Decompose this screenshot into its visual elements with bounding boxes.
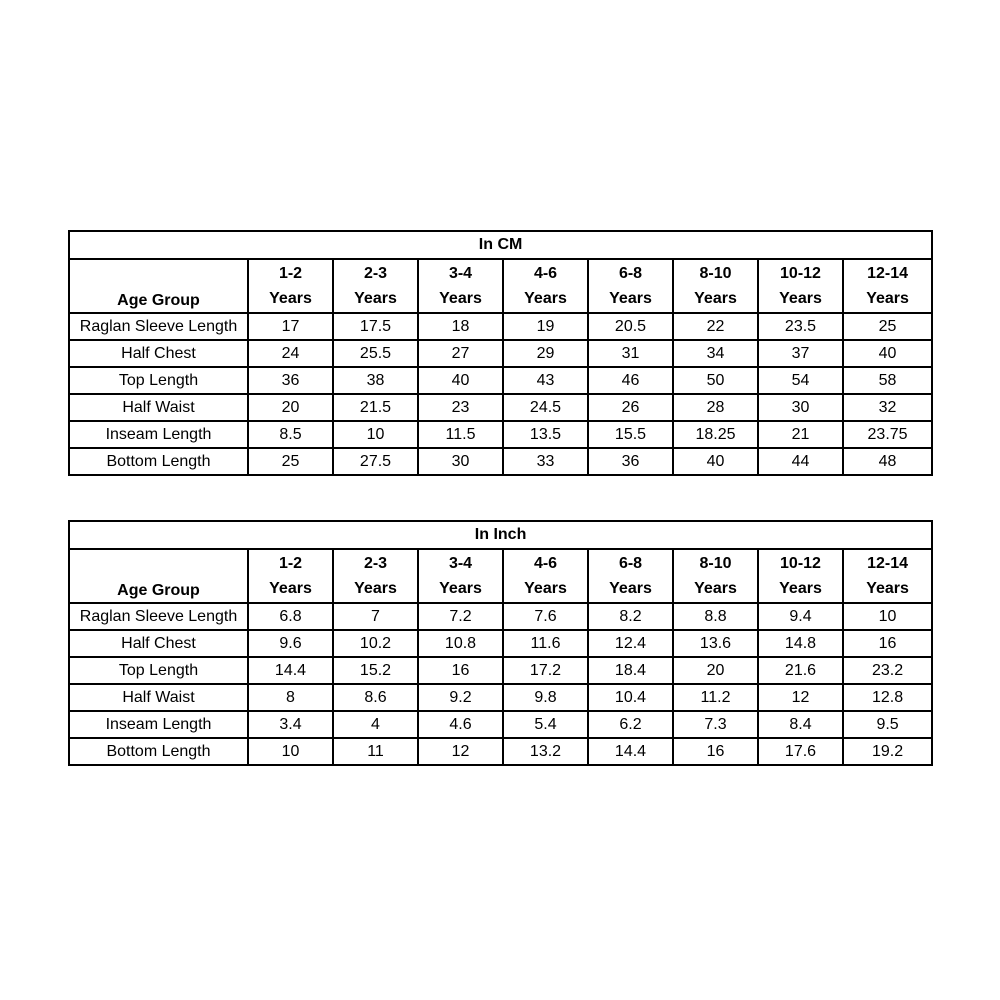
measurement-value: 20 xyxy=(673,657,758,684)
measurement-value: 10.2 xyxy=(333,630,418,657)
measurement-value: 10 xyxy=(333,421,418,448)
measurement-value: 50 xyxy=(673,367,758,394)
measurement-value: 8.2 xyxy=(588,603,673,630)
measurement-value: 37 xyxy=(758,340,843,367)
age-range: 12-14 xyxy=(867,265,909,282)
measurement-value: 18.25 xyxy=(673,421,758,448)
measurement-value: 17.2 xyxy=(503,657,588,684)
age-unit: Years xyxy=(779,580,822,597)
age-unit: Years xyxy=(866,290,909,307)
measurement-value: 8.4 xyxy=(758,711,843,738)
table-title-row xyxy=(69,231,932,259)
measurement-value: 9.6 xyxy=(248,630,333,657)
measurement-value: 21.6 xyxy=(758,657,843,684)
measurement-label: Half Chest xyxy=(69,630,248,657)
size-chart-cm-table xyxy=(68,230,933,476)
measurement-label: Inseam Length xyxy=(69,421,248,448)
age-column-header xyxy=(503,549,588,603)
age-column-header xyxy=(758,259,843,313)
table-header-row xyxy=(69,549,932,603)
measurement-value: 14.4 xyxy=(248,657,333,684)
measurement-value: 10.8 xyxy=(418,630,503,657)
table-title: In CM xyxy=(69,231,932,259)
age-range: 2-3 xyxy=(363,555,388,572)
age-column-header xyxy=(333,549,418,603)
measurement-label: Half Waist xyxy=(69,684,248,711)
measurement-value: 15.5 xyxy=(588,421,673,448)
measurement-value: 30 xyxy=(418,448,503,475)
table-row xyxy=(69,448,932,475)
table-row xyxy=(69,630,932,657)
measurement-value: 36 xyxy=(588,448,673,475)
age-unit: Years xyxy=(354,290,397,307)
measurement-value: 44 xyxy=(758,448,843,475)
measurement-value: 27.5 xyxy=(333,448,418,475)
measurement-value: 22 xyxy=(673,313,758,340)
measurement-value: 18 xyxy=(418,313,503,340)
measurement-value: 23.75 xyxy=(843,421,932,448)
measurement-value: 18.4 xyxy=(588,657,673,684)
measurement-value: 25.5 xyxy=(333,340,418,367)
measurement-value: 23 xyxy=(418,394,503,421)
age-unit: Years xyxy=(609,580,652,597)
measurement-value: 46 xyxy=(588,367,673,394)
age-range: 6-8 xyxy=(618,555,643,572)
measurement-value: 24 xyxy=(248,340,333,367)
table-row xyxy=(69,711,932,738)
age-unit: Years xyxy=(354,580,397,597)
measurement-value: 10 xyxy=(843,603,932,630)
age-group-header: Age Group xyxy=(69,259,248,313)
measurement-value: 7.6 xyxy=(503,603,588,630)
measurement-value: 12 xyxy=(758,684,843,711)
measurement-value: 7 xyxy=(333,603,418,630)
measurement-label: Inseam Length xyxy=(69,711,248,738)
measurement-value: 16 xyxy=(673,738,758,765)
age-column-header xyxy=(588,259,673,313)
measurement-value: 32 xyxy=(843,394,932,421)
measurement-label: Half Waist xyxy=(69,394,248,421)
measurement-value: 21 xyxy=(758,421,843,448)
measurement-value: 17.5 xyxy=(333,313,418,340)
table-row xyxy=(69,394,932,421)
age-unit: Years xyxy=(269,290,312,307)
measurement-value: 20.5 xyxy=(588,313,673,340)
table-body xyxy=(69,313,932,475)
measurement-value: 21.5 xyxy=(333,394,418,421)
table-title: In Inch xyxy=(69,521,932,549)
age-column-header xyxy=(503,259,588,313)
age-unit: Years xyxy=(866,580,909,597)
measurement-value: 12 xyxy=(418,738,503,765)
measurement-value: 54 xyxy=(758,367,843,394)
age-unit: Years xyxy=(439,290,482,307)
measurement-value: 17 xyxy=(248,313,333,340)
age-column-header xyxy=(333,259,418,313)
measurement-value: 8.6 xyxy=(333,684,418,711)
age-unit: Years xyxy=(269,580,312,597)
measurement-value: 5.4 xyxy=(503,711,588,738)
age-group-header: Age Group xyxy=(69,549,248,603)
measurement-value: 7.3 xyxy=(673,711,758,738)
measurement-value: 12.4 xyxy=(588,630,673,657)
measurement-label: Half Chest xyxy=(69,340,248,367)
measurement-value: 10.4 xyxy=(588,684,673,711)
table-row xyxy=(69,603,932,630)
measurement-value: 38 xyxy=(333,367,418,394)
measurement-value: 7.2 xyxy=(418,603,503,630)
table-body xyxy=(69,603,932,765)
measurement-value: 43 xyxy=(503,367,588,394)
measurement-label: Bottom Length xyxy=(69,448,248,475)
age-range: 3-4 xyxy=(448,555,473,572)
measurement-value: 24.5 xyxy=(503,394,588,421)
measurement-value: 11.6 xyxy=(503,630,588,657)
age-unit: Years xyxy=(524,290,567,307)
age-range: 10-12 xyxy=(780,265,821,282)
age-range: 10-12 xyxy=(780,555,821,572)
measurement-value: 20 xyxy=(248,394,333,421)
measurement-value: 11 xyxy=(333,738,418,765)
age-unit: Years xyxy=(609,290,652,307)
measurement-value: 13.2 xyxy=(503,738,588,765)
measurement-value: 48 xyxy=(843,448,932,475)
table-row xyxy=(69,657,932,684)
measurement-value: 11.5 xyxy=(418,421,503,448)
age-range: 4-6 xyxy=(533,265,558,282)
age-range: 8-10 xyxy=(699,265,732,282)
table-title-row xyxy=(69,521,932,549)
age-column-header xyxy=(588,549,673,603)
measurement-value: 58 xyxy=(843,367,932,394)
measurement-value: 19.2 xyxy=(843,738,932,765)
measurement-value: 9.2 xyxy=(418,684,503,711)
measurement-value: 40 xyxy=(673,448,758,475)
age-range: 8-10 xyxy=(699,555,732,572)
measurement-value: 6.2 xyxy=(588,711,673,738)
table-row xyxy=(69,684,932,711)
measurement-value: 4.6 xyxy=(418,711,503,738)
measurement-value: 28 xyxy=(673,394,758,421)
age-column-header xyxy=(843,259,932,313)
measurement-label: Raglan Sleeve Length xyxy=(69,603,248,630)
age-column-header xyxy=(248,549,333,603)
measurement-value: 13.6 xyxy=(673,630,758,657)
measurement-value: 8 xyxy=(248,684,333,711)
measurement-value: 15.2 xyxy=(333,657,418,684)
age-range: 1-2 xyxy=(278,265,303,282)
measurement-value: 23.2 xyxy=(843,657,932,684)
table-row xyxy=(69,367,932,394)
age-column-header xyxy=(418,549,503,603)
age-unit: Years xyxy=(779,290,822,307)
age-column-header xyxy=(248,259,333,313)
measurement-value: 40 xyxy=(843,340,932,367)
age-column-header xyxy=(758,549,843,603)
measurement-value: 3.4 xyxy=(248,711,333,738)
age-range: 4-6 xyxy=(533,555,558,572)
measurement-value: 16 xyxy=(418,657,503,684)
measurement-value: 40 xyxy=(418,367,503,394)
measurement-value: 26 xyxy=(588,394,673,421)
age-column-header xyxy=(673,549,758,603)
measurement-value: 13.5 xyxy=(503,421,588,448)
table-row xyxy=(69,738,932,765)
measurement-value: 31 xyxy=(588,340,673,367)
measurement-value: 25 xyxy=(843,313,932,340)
measurement-value: 8.5 xyxy=(248,421,333,448)
measurement-label: Raglan Sleeve Length xyxy=(69,313,248,340)
measurement-value: 36 xyxy=(248,367,333,394)
measurement-value: 10 xyxy=(248,738,333,765)
measurement-value: 16 xyxy=(843,630,932,657)
table-header-row xyxy=(69,259,932,313)
measurement-label: Bottom Length xyxy=(69,738,248,765)
size-chart-inch-table xyxy=(68,520,933,766)
measurement-value: 33 xyxy=(503,448,588,475)
age-range: 2-3 xyxy=(363,265,388,282)
age-column-header xyxy=(673,259,758,313)
age-unit: Years xyxy=(694,290,737,307)
table-row xyxy=(69,313,932,340)
measurement-value: 17.6 xyxy=(758,738,843,765)
measurement-value: 9.5 xyxy=(843,711,932,738)
measurement-value: 27 xyxy=(418,340,503,367)
measurement-label: Top Length xyxy=(69,367,248,394)
age-unit: Years xyxy=(694,580,737,597)
measurement-value: 6.8 xyxy=(248,603,333,630)
measurement-value: 30 xyxy=(758,394,843,421)
age-unit: Years xyxy=(439,580,482,597)
measurement-value: 29 xyxy=(503,340,588,367)
measurement-value: 9.4 xyxy=(758,603,843,630)
measurement-value: 12.8 xyxy=(843,684,932,711)
measurement-label: Top Length xyxy=(69,657,248,684)
age-column-header xyxy=(843,549,932,603)
age-range: 12-14 xyxy=(867,555,909,572)
age-column-header xyxy=(418,259,503,313)
age-range: 3-4 xyxy=(448,265,473,282)
age-range: 6-8 xyxy=(618,265,643,282)
measurement-value: 14.4 xyxy=(588,738,673,765)
age-range: 1-2 xyxy=(278,555,303,572)
measurement-value: 25 xyxy=(248,448,333,475)
age-unit: Years xyxy=(524,580,567,597)
measurement-value: 19 xyxy=(503,313,588,340)
measurement-value: 8.8 xyxy=(673,603,758,630)
measurement-value: 23.5 xyxy=(758,313,843,340)
measurement-value: 4 xyxy=(333,711,418,738)
table-row xyxy=(69,421,932,448)
measurement-value: 14.8 xyxy=(758,630,843,657)
measurement-value: 11.2 xyxy=(673,684,758,711)
measurement-value: 34 xyxy=(673,340,758,367)
measurement-value: 9.8 xyxy=(503,684,588,711)
table-row xyxy=(69,340,932,367)
